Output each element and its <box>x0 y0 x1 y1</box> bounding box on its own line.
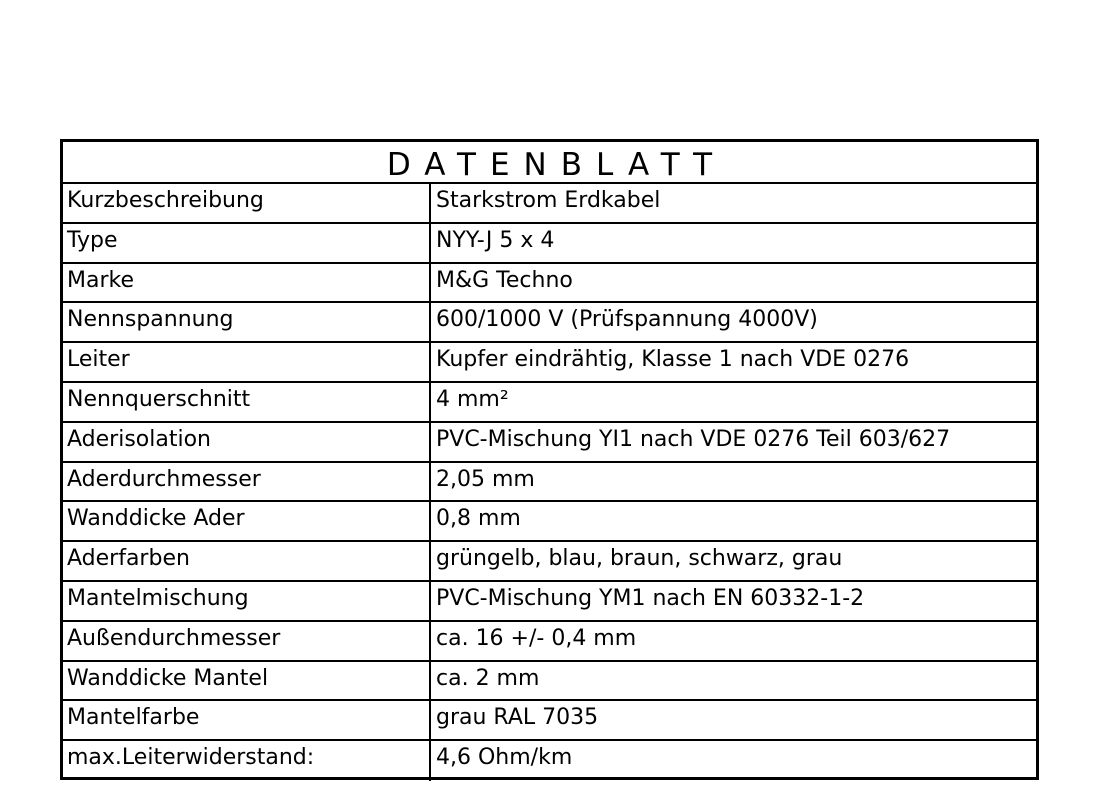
table-row <box>63 622 1036 662</box>
table-row <box>63 662 1036 702</box>
row-label: Kurzbeschreibung <box>63 184 431 222</box>
row-value: 4,6 Ohm/km <box>436 745 573 771</box>
row-label: max.Leiterwiderstand: <box>63 741 431 781</box>
row-value: 4 mm² <box>436 386 509 412</box>
row-value: PVC-Mischung YI1 nach VDE 0276 Teil 603/627 <box>436 426 951 452</box>
row-label: Aderisolation <box>63 423 431 461</box>
row-value: ca. 16 +/- 0,4 mm <box>436 625 637 651</box>
table-row <box>63 741 1036 781</box>
row-label: Leiter <box>63 343 431 381</box>
datasheet-title: DATENBLATT <box>63 142 1036 184</box>
row-label: Nennspannung <box>63 303 431 341</box>
table-row <box>63 383 1036 423</box>
table-row <box>63 463 1036 503</box>
row-label: Wanddicke Mantel <box>63 662 431 700</box>
datasheet-table <box>60 139 1039 780</box>
row-value: Starkstrom Erdkabel <box>436 188 661 213</box>
row-label: Mantelmischung <box>63 582 431 620</box>
row-label: Marke <box>63 264 431 302</box>
row-value: M&G Techno <box>436 267 573 293</box>
row-label: Mantelfarbe <box>63 701 431 739</box>
row-label: Type <box>63 224 431 262</box>
table-row <box>63 582 1036 622</box>
row-value: ca. 2 mm <box>436 665 540 691</box>
table-row <box>63 701 1036 741</box>
row-label: Wanddicke Ader <box>63 502 431 540</box>
table-row <box>63 502 1036 542</box>
row-value: 600/1000 V (Prüfspannung 4000V) <box>436 307 818 333</box>
table-row <box>63 224 1036 264</box>
row-value: grüngelb, blau, braun, schwarz, grau <box>436 546 843 572</box>
row-value: Kupfer eindrähtig, Klasse 1 nach VDE 0276 <box>436 347 910 373</box>
table-row <box>63 423 1036 463</box>
row-value: NYY-J 5 x 4 <box>436 227 555 253</box>
table-row <box>63 303 1036 343</box>
row-value: PVC-Mischung YM1 nach EN 60332-1-2 <box>436 585 865 611</box>
row-value: 0,8 mm <box>436 506 521 532</box>
row-label: Außendurchmesser <box>63 622 431 660</box>
table-row <box>63 264 1036 304</box>
table-row <box>63 343 1036 383</box>
row-value: grau RAL 7035 <box>436 705 599 731</box>
row-label: Aderdurchmesser <box>63 463 431 501</box>
row-value: 2,05 mm <box>436 466 535 492</box>
table-row <box>63 542 1036 582</box>
row-label: Aderfarben <box>63 542 431 580</box>
table-row <box>63 184 1036 224</box>
row-label: Nennquerschnitt <box>63 383 431 421</box>
